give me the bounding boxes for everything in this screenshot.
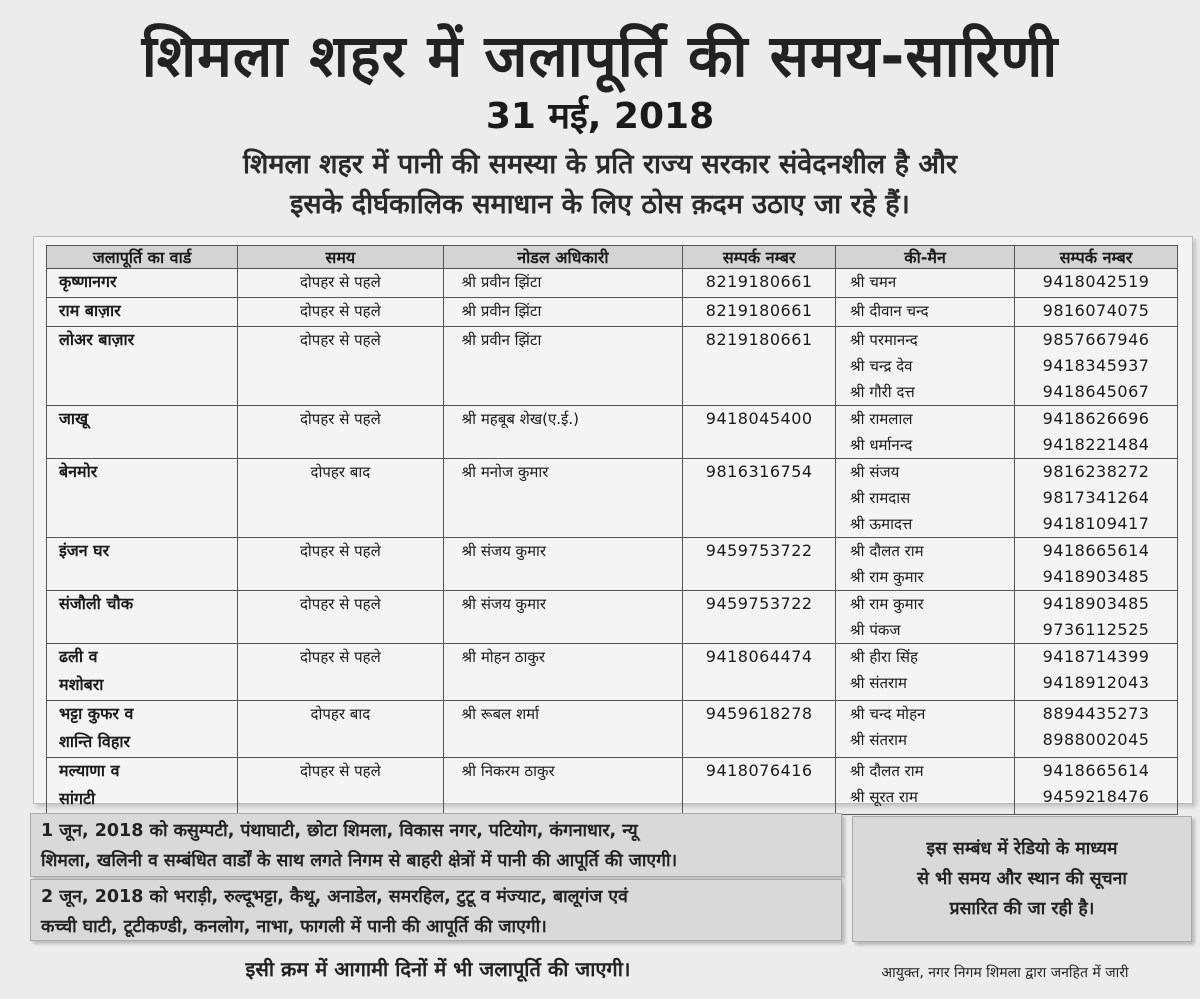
keyman-name: श्री चन्द्र देव [850,357,913,375]
table-row [47,644,1178,701]
table-row [47,538,1178,591]
keyman-phone-cell [1015,269,1178,298]
notice-june-1-line-1: 1 जून, 2018 को कसुम्पटी, पंथाघाटी, छोटा शिमला, विकास नगर, पटियोग, कंगनाधार, न्यू [41,821,638,841]
header-time: समय [238,246,443,269]
ward-name: मल्याणा व [59,761,120,780]
table-row [47,406,1178,459]
keyman-phone: 8988002045 [1042,730,1150,749]
radio-note-line-2: से भी समय और स्थान की सूचना [917,869,1127,889]
keyman-name: श्री संतराम [850,674,908,692]
ward-cell [47,644,238,701]
keyman-phone: 9418912043 [1042,673,1150,692]
keyman-phone: 9736112525 [1042,620,1150,639]
supply-time: दोपहर से पहले [299,273,381,291]
keyman-phone: 9418345937 [1042,356,1150,375]
keyman-phone: 9418665614 [1042,761,1150,780]
ward-name: लोअर बाज़ार [59,330,135,349]
officer-phone: 8219180661 [705,330,813,349]
officer-phone: 8219180661 [705,272,813,291]
officer-phone: 9418045400 [705,409,813,428]
radio-note-line-1: इस सम्बंध में रेडियो के माध्यम [926,839,1118,859]
keyman-phone: 9459218476 [1042,787,1150,806]
nodal-officer-name: श्री निकरम ठाकुर [461,762,555,780]
issuer-line: आयुक्त, नगर निगम शिमला द्वारा जनहित में जारी [881,965,1129,981]
keyman-cell [836,591,1015,644]
notice-june-1 [30,813,842,877]
keyman-phone: 9418903485 [1042,594,1150,613]
nodal-officer-name: श्री मनोज कुमार [461,463,549,481]
page-title: शिमला शहर में जलापूर्ति की समय-सारिणी [141,22,1059,90]
officer-cell [443,327,683,406]
notice-june-2 [30,879,842,941]
nodal-officer-name: श्री मोहन ठाकुर [461,648,545,666]
keyman-phone-cell [1015,591,1178,644]
keyman-name: श्री ऊमादत्त [850,515,913,533]
keyman-phone-cell [1015,406,1178,459]
ward-name: जाखू [59,409,89,428]
footer-message: इसी क्रम में आगामी दिनों में भी जलापूर्ति की जाएगी। [245,957,631,981]
time-cell [238,406,443,459]
keyman-name: श्री हीरा सिंह [850,648,918,666]
keyman-cell [836,298,1015,327]
supply-time: दोपहर से पहले [299,542,381,560]
keyman-name: श्री पंकज [850,621,901,639]
nodal-officer-name: श्री प्रवीन झिंटा [461,331,542,349]
supply-time: दोपहर बाद [310,463,371,481]
officer-phone: 9459753722 [705,541,813,560]
keyman-phone-cell [1015,459,1178,538]
notice-june-2-line-1: 2 जून, 2018 को भराड़ी, रुल्दूभट्टा, कैथू, अनाडेल, समरहिल, टुटू व मंज्याट, बालूगंज एवं [41,887,628,907]
keyman-name: श्री गौरी दत्त [850,383,915,401]
keyman-name: श्री दीवान चन्द [850,302,929,320]
water-supply-schedule-table [46,245,1178,815]
supply-time: दोपहर से पहले [299,302,381,320]
table-body [47,269,1178,815]
time-cell [238,269,443,298]
officer-phone-cell [683,591,836,644]
table-row [47,758,1178,815]
keyman-name: श्री धर्मानन्द [850,436,913,454]
keyman-phone: 9418221484 [1042,435,1150,454]
table-row [47,591,1178,644]
officer-cell [443,591,683,644]
keyman-phone-cell [1015,538,1178,591]
supply-time: दोपहर से पहले [299,595,381,613]
table-row [47,459,1178,538]
officer-phone-cell [683,298,836,327]
header-nodal-officer: नोडल अधिकारी [443,246,683,269]
officer-phone-cell [683,269,836,298]
keyman-phone-cell [1015,298,1178,327]
ward-cell [47,758,238,815]
keyman-phone: 9418109417 [1042,514,1150,533]
ward-cell [47,298,238,327]
keyman-name: श्री चन्द मोहन [850,705,926,723]
keyman-name: श्री परमानन्द [850,331,918,349]
ward-name: बेनमोर [59,462,98,481]
ward-name: इंजन घर [59,541,110,560]
officer-cell [443,298,683,327]
ward-name: राम बाज़ार [59,301,121,320]
subheading [60,145,1140,225]
officer-cell [443,459,683,538]
supply-time: दोपहर से पहले [299,648,381,666]
keyman-cell [836,538,1015,591]
keyman-phone-cell [1015,701,1178,758]
notice-june-1-line-2: शिमला, खलिनी व सम्बंधित वार्डों के साथ लगते निगम से बाहरी क्षेत्रों में पानी की आपूर्ति की जाएगी। [41,851,678,871]
keyman-cell [836,406,1015,459]
keyman-phone-cell [1015,644,1178,701]
notice-june-2-line-2: कच्ची घाटी, टूटीकण्डी, कनलोग, नाभा, फागली में पानी की आपूर्ति की जाएगी। [41,917,547,937]
table-header-row [47,246,1178,269]
keyman-phone: 9418714399 [1042,647,1150,666]
officer-cell [443,701,683,758]
nodal-officer-name: श्री रूबल शर्मा [461,705,540,723]
table-row [47,701,1178,758]
table-row [47,269,1178,298]
radio-broadcast-note [852,816,1192,942]
officer-cell [443,269,683,298]
keyman-name: श्री दौलत राम [850,542,924,560]
schedule-table-panel [33,236,1193,808]
ward-cell [47,591,238,644]
officer-phone-cell [683,758,836,815]
officer-phone: 9459618278 [705,704,813,723]
subheading-line-2: इसके दीर्घकालिक समाधान के लिए ठोस क़दम उठाए जा रहे हैं। [290,189,910,220]
keyman-phone: 9418042519 [1042,272,1150,291]
header-contact-number: सम्पर्क नम्बर [683,246,836,269]
keyman-cell [836,644,1015,701]
time-cell [238,591,443,644]
officer-phone: 9816316754 [705,462,813,481]
time-cell [238,459,443,538]
time-cell [238,758,443,815]
time-cell [238,701,443,758]
keyman-phone-cell [1015,327,1178,406]
keyman-cell [836,269,1015,298]
ward-cell [47,538,238,591]
keyman-cell [836,327,1015,406]
ward-name: कृष्णानगर [59,272,117,291]
keyman-phone: 9418903485 [1042,567,1150,586]
keyman-name: श्री रामलाल [850,410,913,428]
header-keyman-contact: सम्पर्क नम्बर [1015,246,1178,269]
time-cell [238,298,443,327]
officer-phone: 9459753722 [705,594,813,613]
keyman-name: श्री राम कुमार [850,595,924,613]
officer-cell [443,758,683,815]
keyman-name: श्री संजय [850,463,900,481]
keyman-phone: 9816074075 [1042,301,1150,320]
officer-phone-cell [683,406,836,459]
ward-name: शान्ति विहार [59,732,131,751]
keyman-phone: 9418645067 [1042,382,1150,401]
supply-time: दोपहर से पहले [299,331,381,349]
officer-phone: 9418076416 [705,761,813,780]
supply-time: दोपहर से पहले [299,410,381,428]
officer-phone-cell [683,538,836,591]
ward-name: भट्टा कुफर व [59,704,134,723]
nodal-officer-name: श्री महबूब शेख(ए.ई.) [461,410,580,428]
officer-phone-cell [683,327,836,406]
keyman-cell [836,459,1015,538]
time-cell [238,644,443,701]
radio-note-line-3: प्रसारित की जा रही है। [949,899,1095,919]
supply-time: दोपहर से पहले [299,762,381,780]
keyman-name: श्री रामदास [850,489,911,507]
nodal-officer-name: श्री संजय कुमार [461,542,547,560]
table-row [47,298,1178,327]
ward-name: मशोबरा [59,675,104,694]
ward-name: सांगटी [59,789,96,808]
officer-phone-cell [683,459,836,538]
ward-name: संजौली चौक [59,594,133,613]
keyman-name: श्री चमन [850,273,897,291]
keyman-phone: 9857667946 [1042,330,1150,349]
notice-date: 31 मई, 2018 [485,96,715,137]
officer-phone-cell [683,701,836,758]
keyman-name: श्री संतराम [850,731,908,749]
time-cell [238,538,443,591]
nodal-officer-name: श्री संजय कुमार [461,595,547,613]
keyman-cell [836,758,1015,815]
officer-phone: 8219180661 [705,301,813,320]
header-ward: जलापूर्ति का वार्ड [47,246,238,269]
officer-cell [443,538,683,591]
keyman-phone: 9816238272 [1042,462,1150,481]
keyman-phone: 9817341264 [1042,488,1150,507]
keyman-phone: 9418626696 [1042,409,1150,428]
ward-cell [47,269,238,298]
ward-name: ढली व [59,647,98,666]
nodal-officer-name: श्री प्रवीन झिंटा [461,273,542,291]
officer-phone-cell [683,644,836,701]
keyman-cell [836,701,1015,758]
header-keyman: की-मैन [836,246,1015,269]
ward-cell [47,406,238,459]
nodal-officer-name: श्री प्रवीन झिंटा [461,302,542,320]
keyman-phone-cell [1015,758,1178,815]
ward-cell [47,327,238,406]
keyman-name: श्री राम कुमार [850,568,924,586]
keyman-name: श्री सूरत राम [850,788,918,806]
supply-time: दोपहर बाद [310,705,371,723]
officer-phone: 9418064474 [705,647,813,666]
table-row [47,327,1178,406]
keyman-name: श्री दौलत राम [850,762,924,780]
officer-cell [443,644,683,701]
keyman-phone: 8894435273 [1042,704,1150,723]
keyman-phone: 9418665614 [1042,541,1150,560]
ward-cell [47,701,238,758]
subheading-line-1: शिमला शहर में पानी की समस्या के प्रति राज्य सरकार संवेदनशील है और [242,149,957,180]
time-cell [238,327,443,406]
officer-cell [443,406,683,459]
ward-cell [47,459,238,538]
